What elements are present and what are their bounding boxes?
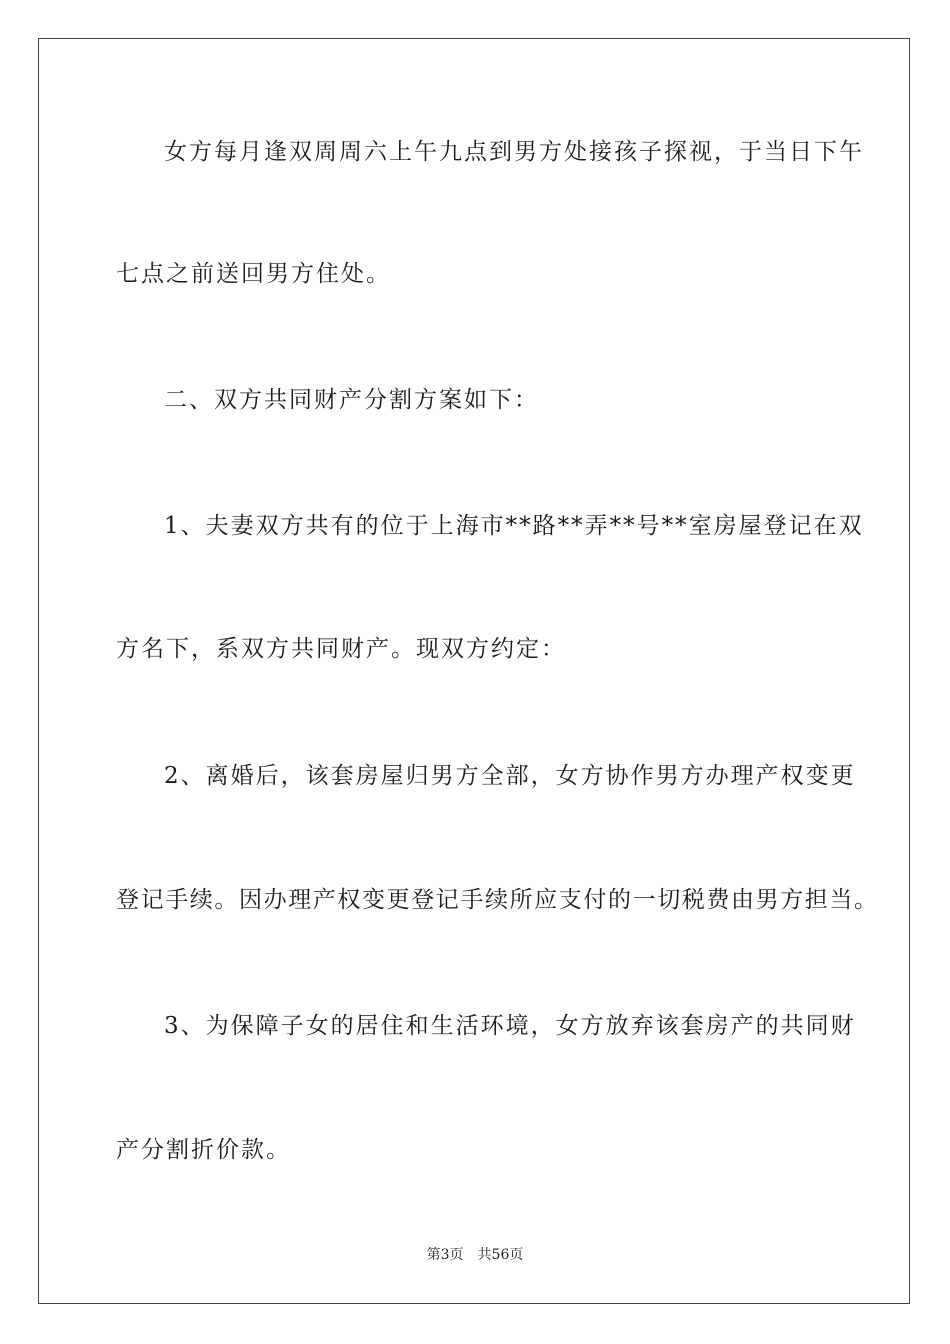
page-total: 共56页 xyxy=(477,1247,524,1263)
body-line-2: 七点之前送回男方住处。 xyxy=(116,261,391,287)
body-line-6: 2、离婚后，该套房屋归男方全部，女方协作男方办理产权变更 xyxy=(164,763,856,789)
section-heading: 二、双方共同财产分割方案如下： xyxy=(164,387,539,413)
body-line-5: 方名下，系双方共同财产。现双方约定： xyxy=(116,636,566,662)
body-line-4: 1、夫妻双方共有的位于上海市**路**弄**号**室房屋登记在双 xyxy=(164,513,864,539)
body-line-7: 登记手续。因办理产权变更登记手续所应支付的一切税费由男方担当。 xyxy=(116,887,879,913)
page-footer xyxy=(0,1246,950,1264)
body-line-8: 3、为保障子女的居住和生活环境，女方放弃该套房产的共同财 xyxy=(164,1013,856,1039)
page-number: 第3页 xyxy=(426,1247,464,1263)
body-line-9: 产分割折价款。 xyxy=(116,1137,291,1163)
page-border xyxy=(38,38,910,1304)
body-line-1: 女方每月逢双周周六上午九点到男方处接孩子探视，于当日下午 xyxy=(164,139,864,165)
